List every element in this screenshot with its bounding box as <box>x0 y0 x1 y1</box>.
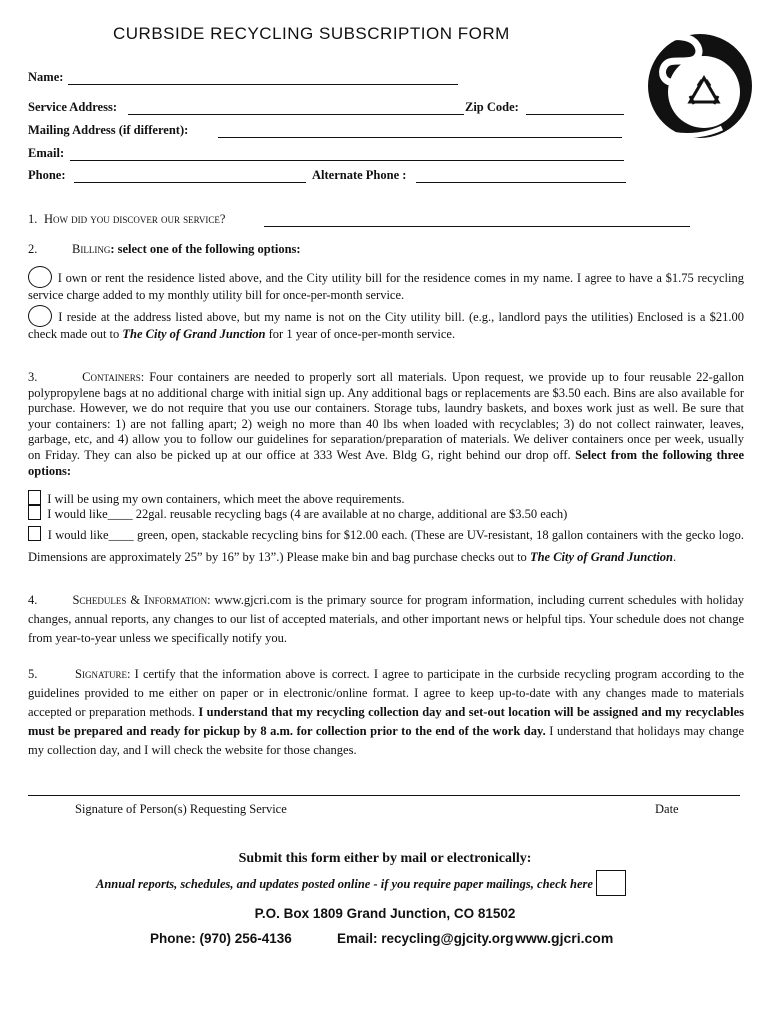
q1-number: 1. <box>28 212 38 226</box>
annual-reports-row <box>96 870 626 896</box>
container-payee: The City of Grand Junction <box>529 550 674 564</box>
date-label: Date <box>655 802 679 816</box>
billing-option-1-radio[interactable] <box>28 266 52 288</box>
schedules-heading: Schedules & Information <box>72 593 208 607</box>
alternate-phone-field[interactable] <box>416 182 626 183</box>
billing-option-2-radio[interactable] <box>28 305 52 327</box>
bags-quantity-field[interactable]: ____ <box>107 507 133 521</box>
gecko-recycling-logo-icon <box>632 18 752 143</box>
container-option-2 <box>28 505 744 523</box>
container-option-2-checkbox[interactable] <box>28 505 41 520</box>
signature-label: Signature of Person(s) Requesting Service <box>75 802 287 816</box>
billing-heading: Billing <box>72 242 111 256</box>
form-title: CURBSIDE RECYCLING SUBSCRIPTION FORM <box>113 24 510 43</box>
container-option-2-tail: 22gal. reusable recycling bags (4 are available at no charge, additional are $3.50 each) <box>132 507 568 521</box>
name-field[interactable] <box>68 84 458 85</box>
signature-line[interactable] <box>28 795 740 796</box>
container-option-3-text: I would like <box>47 528 109 542</box>
email-label: Email: <box>28 146 65 160</box>
container-option-3-checkbox[interactable] <box>28 526 41 541</box>
alternate-phone-label: Alternate Phone : <box>312 168 407 182</box>
service-address-label: Service Address: <box>28 100 117 114</box>
containers-paragraph <box>28 370 744 479</box>
mailing-address-field[interactable] <box>218 137 622 138</box>
phone-number: Phone: (970) 256-4136 <box>150 931 292 946</box>
email-field[interactable] <box>70 160 624 161</box>
email-address: Email: recycling@gjcity.org <box>337 931 514 946</box>
service-address-field[interactable] <box>128 114 464 115</box>
mailing-address-label: Mailing Address (if different): <box>28 123 189 137</box>
billing-option-1-text: I own or rent the residence listed above, and the City utility bill for the residence comes in my name. I agree to have a $1.75 recycling service charge added to my monthly utility bill for once-per-month service. <box>28 271 745 302</box>
phone-label: Phone: <box>28 168 66 182</box>
billing-payee: The City of Grand Junction <box>122 327 266 341</box>
container-option-3 <box>28 524 744 568</box>
containers-number: 3. <box>28 370 38 384</box>
name-label: Name: <box>28 70 64 84</box>
po-box-address: P.O. Box 1809 Grand Junction, CO 81502 <box>254 906 516 921</box>
zip-code-label: Zip Code: <box>465 100 519 114</box>
signature-text-tail: I understand that holidays may change my collection day, and I will check the website for those changes. <box>28 724 744 757</box>
container-option-1-text: I will be using my own containers, which meet the above requirements. <box>47 492 405 506</box>
schedules-paragraph <box>28 591 744 648</box>
submit-heading: Submit this form either by mail or electronically: <box>238 851 532 866</box>
billing-option-1 <box>28 266 744 304</box>
signature-text: : I certify that the information above is correct. I agree to participate in the curbside recycling program according to the guidelines provided to me either on paper or in electronic/online format. I agree to keep up-to-date with any changes made to materials accepted or preparation methods. <box>28 667 744 719</box>
schedules-text: : www.gjcri.com is the primary source for program information, including current schedules with holiday changes, annual reports, any changes to our list of accepted materials, and other important news or helpful tips. Your schedule does not change from year-to-year unless we specifically notify you. <box>28 593 744 645</box>
q1-answer-field[interactable] <box>264 226 690 227</box>
container-option-2-text: I would like <box>47 507 108 521</box>
containers-heading: Containers <box>82 370 141 384</box>
phone-field[interactable] <box>74 182 306 183</box>
q1-question: How did you discover our service? <box>44 212 226 226</box>
billing-instruction: : select one of the following options: <box>110 242 301 256</box>
container-option-3-body: green, open, stackable recycling bins for $12.00 each. (These are UV-resistant, 18 gallon containers with the gecko logo. Dimensions are approximately 25” by 16” by 13”.) Please make bin and bag purchase checks out to <box>28 528 744 564</box>
containers-select: Select from the following three options: <box>28 447 744 478</box>
container-option-1-checkbox[interactable] <box>28 490 41 505</box>
annual-reports-text: Annual reports, schedules, and updates posted online - if you require paper mailings, check here <box>96 877 593 891</box>
signature-number: 5. <box>28 667 38 681</box>
signature-paragraph <box>28 665 744 760</box>
paper-mailings-checkbox[interactable] <box>596 870 626 896</box>
bins-quantity-field[interactable]: ____ <box>108 528 134 542</box>
billing-heading-row <box>72 242 301 257</box>
billing-option-2-tail: for 1 year of once-per-month service. <box>265 327 456 341</box>
signature-heading: Signature <box>75 667 127 681</box>
signature-bold-text: I understand that my recycling collection day and set-out location will be assigned and my recyclables must be prepared and ready for pickup by 8 a.m. for collection prior to the end of the work day. <box>28 705 744 738</box>
billing-option-2-text: I reside at the address listed above, but my name is not on the City utility bill. (e.g., landlord pays the utilities) Enclosed is a $21.00 check made out to <box>28 310 745 341</box>
container-option-3-end: . <box>673 550 677 564</box>
billing-number: 2. <box>28 242 38 256</box>
schedules-number: 4. <box>28 593 38 607</box>
website-link[interactable]: www.gjcri.com <box>515 930 614 946</box>
containers-text: : Four containers are needed to properly sort all materials. Upon request, we provide up to four reusable 22-gallon polypropylene bags at no additional charge with initial sign up. Any additional bags or replacements are $3.50 each. Bins are also available for purchase. However, we do not require that you use our containers. Storage tubs, laundry baskets, and boxes work just as well. Be sure that your containers: 1) are not falling apart; 2) weigh no more than 40 lbs when loaded with recyclables; 3) do not collect rainwater, leaves, garbage, etc, and 4) allow you to follow our guidelines for separation/preparation of materials. We deliver containers once per week, usually on Friday. They can also be picked up at our office at 333 West Ave. Bldg G, right behind our drop off. <box>28 370 745 462</box>
billing-option-2 <box>28 305 744 343</box>
zip-code-field[interactable] <box>526 114 624 115</box>
